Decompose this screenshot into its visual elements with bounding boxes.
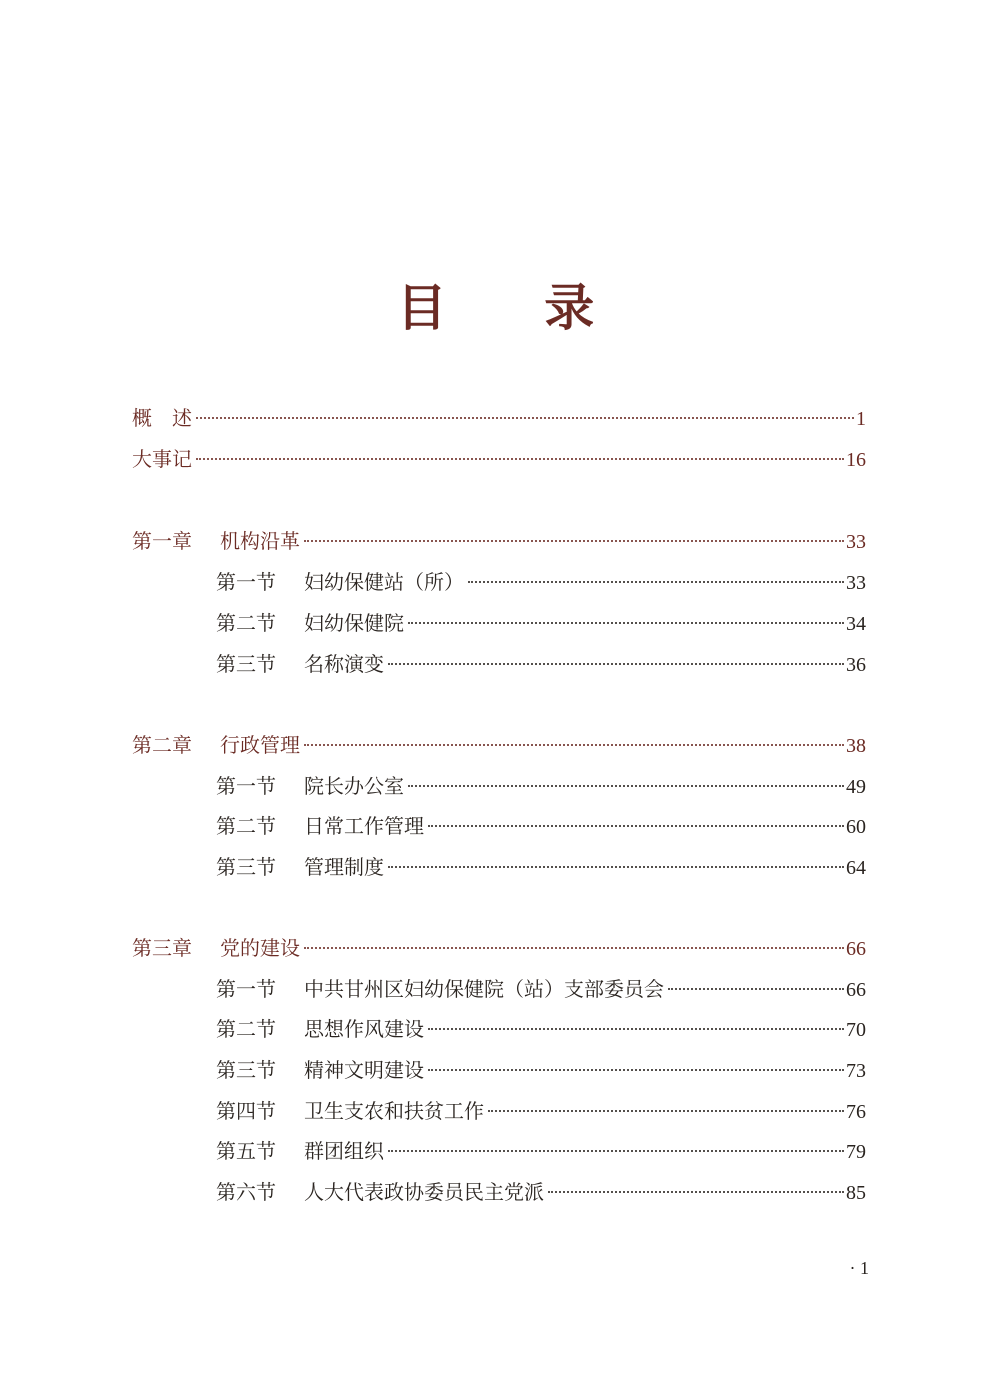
toc-entry-name: 精神文明建设: [304, 1058, 424, 1082]
toc-entry-page: 79: [846, 1141, 866, 1163]
toc-entry-chronicle[interactable]: [132, 439, 866, 479]
toc-entry-number: 第四节: [216, 1099, 276, 1123]
toc-entry-name: 群团组织: [304, 1139, 384, 1163]
dot-leader: [408, 785, 844, 787]
dot-leader: [428, 825, 844, 827]
toc-entry-name: 党的建设: [220, 936, 300, 960]
toc-entry-number: 第三节: [216, 652, 276, 676]
toc-section[interactable]: [216, 1091, 866, 1131]
toc-chapter-1[interactable]: [132, 521, 866, 561]
toc-section[interactable]: [216, 603, 866, 643]
dot-leader: [488, 1110, 844, 1112]
toc-entry-page: 70: [846, 1019, 866, 1041]
toc-section[interactable]: [216, 847, 866, 887]
dot-leader: [196, 417, 854, 419]
toc-entry-number: 第五节: [216, 1139, 276, 1163]
toc-entry-page: 73: [846, 1060, 866, 1082]
dot-leader: [468, 581, 844, 583]
dot-leader: [196, 458, 844, 460]
dot-leader: [304, 947, 844, 949]
dot-leader: [304, 540, 844, 542]
toc-entry-name: 机构沿革: [220, 529, 300, 553]
toc-entry-name: 院长办公室: [304, 774, 404, 798]
toc-entry-page: 66: [846, 938, 866, 960]
toc-chapter-2[interactable]: [132, 725, 866, 765]
toc-entry-page: 33: [846, 531, 866, 553]
toc-entry-number: 第二节: [216, 1017, 276, 1041]
toc-entry-number: 第二章: [132, 733, 192, 757]
dot-leader: [388, 1150, 844, 1152]
toc-section[interactable]: [216, 1131, 866, 1171]
toc-entry-name: 人大代表政协委员民主党派: [304, 1180, 544, 1204]
toc-entry-number: 第二节: [216, 814, 276, 838]
toc-entry-name: 卫生支农和扶贫工作: [304, 1099, 484, 1123]
toc-section[interactable]: [216, 644, 866, 684]
dot-leader: [388, 866, 844, 868]
toc-entry-name: 名称演变: [304, 652, 384, 676]
toc-entry-page: 49: [846, 776, 866, 798]
toc-entry-number: 第三节: [216, 855, 276, 879]
toc-entry-number: 第三章: [132, 936, 192, 960]
dot-leader: [408, 622, 844, 624]
toc-entry-page: 33: [846, 572, 866, 594]
page-title: 目 录: [396, 278, 635, 337]
toc-entry-page: 36: [846, 654, 866, 676]
toc-entry-overview[interactable]: [132, 398, 866, 438]
toc-chapter-3[interactable]: [132, 928, 866, 968]
footer-page-number: · 1: [849, 1258, 869, 1278]
toc-entry-number: 第一节: [216, 570, 276, 594]
toc-entry-page: 60: [846, 816, 866, 838]
toc-entry-page: 38: [846, 735, 866, 757]
toc-entry-page: 85: [846, 1182, 866, 1204]
toc-entry-page: 1: [856, 408, 866, 430]
toc-section[interactable]: [216, 806, 866, 846]
toc-entry-name: 概 述: [132, 406, 192, 430]
toc-entry-page: 76: [846, 1101, 866, 1123]
toc-entry-name: 妇幼保健院: [304, 611, 404, 635]
toc-section[interactable]: [216, 562, 866, 602]
toc-entry-page: 34: [846, 613, 866, 635]
toc-entry-name: 行政管理: [220, 733, 300, 757]
dot-leader: [428, 1069, 844, 1071]
toc-entry-number: 第二节: [216, 611, 276, 635]
toc-entry-page: 66: [846, 979, 866, 1001]
dot-leader: [668, 988, 844, 990]
toc-entry-number: 第三节: [216, 1058, 276, 1082]
toc-entry-page: 64: [846, 857, 866, 879]
toc-entry-name: 思想作风建设: [304, 1017, 424, 1041]
toc-entry-name: 大事记: [132, 447, 192, 471]
toc-section[interactable]: [216, 766, 866, 806]
dot-leader: [388, 663, 844, 665]
toc-entry-name: 管理制度: [304, 855, 384, 879]
dot-leader: [428, 1028, 844, 1030]
toc-entry-name: 中共甘州区妇幼保健院（站）支部委员会: [304, 977, 664, 1001]
toc-entry-number: 第六节: [216, 1180, 276, 1204]
toc-section[interactable]: [216, 969, 866, 1009]
toc-entry-name: 妇幼保健站（所）: [304, 570, 464, 594]
toc-entry-page: 16: [846, 449, 866, 471]
toc-entry-number: 第一章: [132, 529, 192, 553]
toc-entry-name: 日常工作管理: [304, 814, 424, 838]
dot-leader: [304, 744, 844, 746]
toc-section[interactable]: [216, 1009, 866, 1049]
toc-section[interactable]: [216, 1050, 866, 1090]
dot-leader: [548, 1191, 844, 1193]
toc-section[interactable]: [216, 1172, 866, 1212]
toc-entry-number: 第一节: [216, 774, 276, 798]
toc-entry-number: 第一节: [216, 977, 276, 1001]
